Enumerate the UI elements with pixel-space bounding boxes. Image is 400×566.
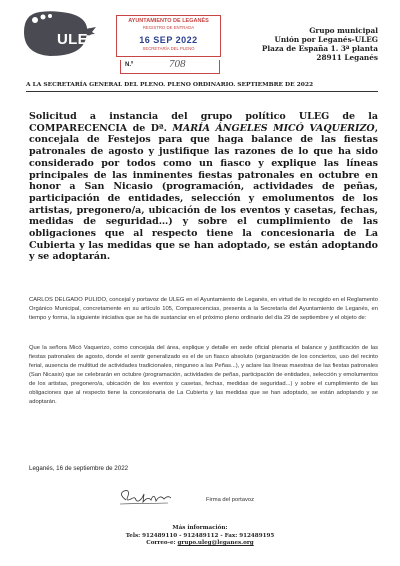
stamp-title: AYUNTAMIENTO DE LEGANÉS [128,18,209,24]
request-person: MARÍA ÁNGELES MICÓ VAQUERIZO [172,122,375,134]
group-party: Unión por Leganés-ULEG [274,35,378,44]
stamp-department: SECRETARÍA DEL PLENO [142,46,195,51]
stamp-number-label: N.º [125,62,134,68]
signature-graphic [116,486,176,508]
footer-email-link[interactable]: grupo.uleg@leganes.org [177,540,254,546]
group-street: Plaza de España 1. 3ª planta [261,44,378,53]
stamp-registry: REGISTRO DE ENTRADA [142,25,195,30]
request-part-2: ª. [159,122,173,134]
request-paragraph [29,111,378,263]
group-address [262,26,378,62]
footer [0,525,400,548]
stamp-number-value: 708 [169,58,186,70]
request-part-4: , concejala de Festejos para que haga balance de las fiestas patronales de agosto y justifique las razones de lo que ha sido considerado por todos como un fiasco y explique las líneas principales de las inminentes fiestas patronales en octubre en honor a San Nicasio (programación, actividades de peñas, participación de entidades, selección y emolumentos de los artistas, pregonero/a, ubicación de los eventos y casetas, fechas, medidas de seguridad…) y sobre el cumplimiento de las obligaciones que al respecto tiene la concesionaria de La Cubierta y las medidas que se han adoptado, se están adoptando y se adoptarán. [29,122,378,263]
addressee-line: A LA SECRETARÍA GENERAL DEL PLENO. PLENO ORDINARIO. SEPTIEMBRE DE 2022 [26,81,314,88]
uleg-logo [22,10,100,58]
footer-phones: Tels: 912489110 - 912489112 - Fax: 912489195 [125,532,275,539]
stamp-number-box [120,60,220,74]
question-paragraph: Que la señora Micó Vaquerizo, como concejala del área, explique y detalle en sede oficial plenaria el balance y justificación de las fiestas patronales de agosto, donde el sentir generalizado es el de un fiasco absoluto (organización de los conciertos, uso del recinto ferial, ausencia de multitud de actividades tradicionales, ninguneo a las Peñas...), y aclare las líneas maestras de las fiestas patronales (San Nicasio) que se celebrarán en octubre (programación, actividades de peñas, participación de entidades, selección y emolumentos de los artistas, pregonero/a, ubicación de los eventos y casetas, fechas, medidas de seguridad...) y sobre el cumplimiento de las obligaciones que al respecto tiene la concesionaria de La Cubierta y las medidas que se han adoptado, se están adoptando y se adoptarán. [29,345,378,405]
logo-text: ULEG [57,31,100,48]
footer-email-label: Correo-e: [146,540,178,546]
addressee-rule [26,91,378,92]
intro-paragraph: CARLOS DELGADO PULIDO, concejal y portavoz de ULEG en el Ayuntamiento de Leganés, en virtud de lo recogido en el Reglamento Orgánico Municipal, concretamente en su artículo 105, Comparecencias, presenta a la Secretaría del Ayuntamiento de Leganés, en tiempo y forma, la siguiente iniciativa que se ha de sustanciar en el próximo pleno ordinario del día 29 de septiembre y el objeto de: [29,297,378,321]
handwritten-signature [116,486,176,508]
group-city: 28911 Leganés [316,53,378,62]
footer-email-line [0,540,400,548]
signer-label: Firma del portavoz [206,497,255,503]
request-part-1: Solicitud a instancia del grupo político ULEG de la COMPARECENCIA de D [29,111,378,134]
group-name: Grupo municipal [309,26,378,35]
stamp-date: 16 SEP 2022 [139,35,198,45]
footer-heading: Más información: [172,525,228,531]
registry-stamp [116,15,221,57]
dateline: Leganés, 16 de septiembre de 2022 [29,465,129,472]
